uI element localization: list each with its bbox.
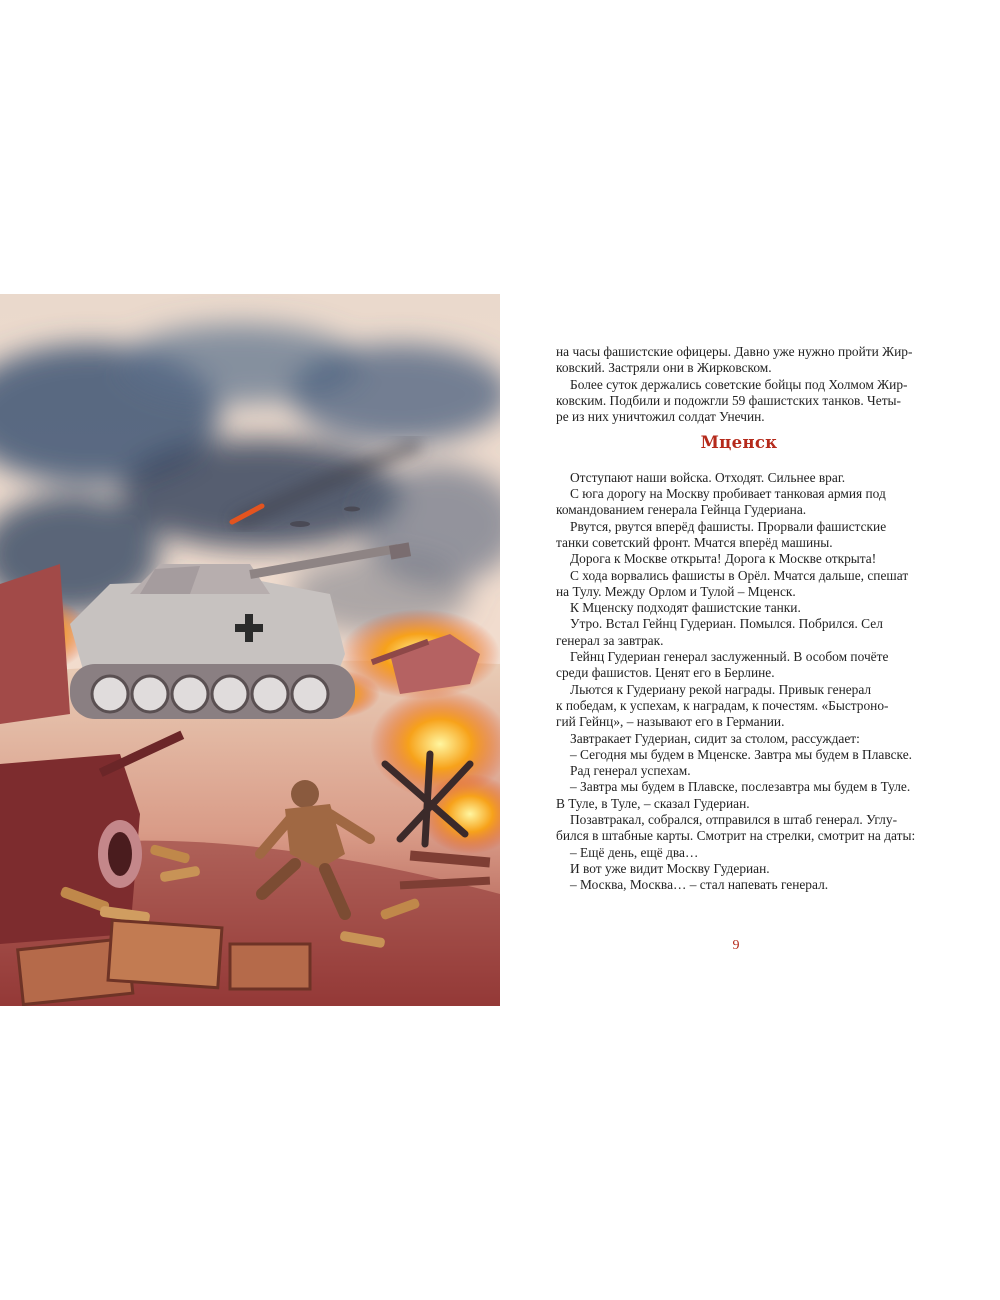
text-line: Более суток держались советские бойцы под Холмом Жир- [570, 376, 908, 392]
text-line: командованием генерала Гейнца Гудериана. [556, 502, 807, 518]
text-column [556, 344, 922, 894]
text-line: С хода ворвались фашисты в Орёл. Мчатся дальше, спешат [570, 567, 909, 583]
text-line: – Сегодня мы будем в Мценске. Завтра мы будем в Плавске. [570, 746, 913, 762]
text-line: – Ещё день, ещё два… [570, 844, 699, 860]
text-line: Гейнц Гудериан генерал заслуженный. В особом почёте [570, 649, 889, 665]
text-line: В Туле, в Туле, – сказал Гудериан. [556, 795, 750, 811]
text-line: Льются к Гудериану рекой награды. Привык генерал [570, 681, 872, 697]
text-line: К Мценску подходят фашистские танки. [570, 600, 801, 616]
text-line: бился в штабные карты. Смотрит на стрелки, смотрит на даты: [556, 828, 916, 844]
text-line: на часы фашистские офицеры. Давно уже нужно пройти Жир- [556, 344, 913, 359]
text-line: ре из них уничтожил солдат Унечин. [556, 409, 765, 425]
text-line: Позавтракал, собрался, отправился в штаб генерал. Углу- [570, 812, 898, 828]
text-line: ковский. Застряли они в Жирковском. [556, 360, 772, 376]
text-line: гий Гейнц», – называют его в Германии. [556, 714, 785, 730]
text-line: Завтракает Гудериан, сидит за столом, рассуждает: [570, 730, 860, 746]
text-line: Отступают наши войска. Отходят. Сильнее враг. [570, 469, 846, 485]
paragraphs-before-heading [556, 344, 922, 425]
text-line: С юга дорогу на Москву пробивает танковая армия под [570, 486, 886, 502]
text-line: среди фашистов. Ценят его в Берлине. [556, 665, 775, 681]
text-line: Утро. Встал Гейнц Гудериан. Помылся. Побрился. Сел [570, 616, 883, 632]
text-line: Рвутся, рвутся вперёд фашисты. Прорвали фашистские [570, 518, 887, 534]
text-line: ковским. Подбили и подожгли 59 фашистских танков. Четы- [556, 392, 902, 408]
battle-illustration [0, 294, 500, 1006]
page-number: 9 [732, 938, 740, 953]
text-line: на Тулу. Между Орлом и Тулой – Мценск. [556, 583, 796, 599]
paragraphs-after-heading [556, 470, 922, 894]
text-line: – Завтра мы будем в Плавске, послезавтра мы будем в Туле. [570, 779, 911, 795]
text-line: – Москва, Москва… – стал напевать генерал. [570, 877, 829, 893]
text-line: танки советский фронт. Мчатся вперёд машины. [556, 534, 833, 550]
text-line: генерал за завтрак. [556, 632, 664, 648]
text-line: к победам, к успехам, к наградам, к почестям. «Быстроно- [556, 697, 889, 713]
text-line: Рад генерал успехам. [570, 763, 691, 779]
chapter-heading: Мценск [700, 433, 778, 453]
text-line: И вот уже видит Москву Гудериан. [570, 860, 770, 876]
text-line: Дорога к Москве открыта! Дорога к Москве открыта! [570, 551, 877, 567]
